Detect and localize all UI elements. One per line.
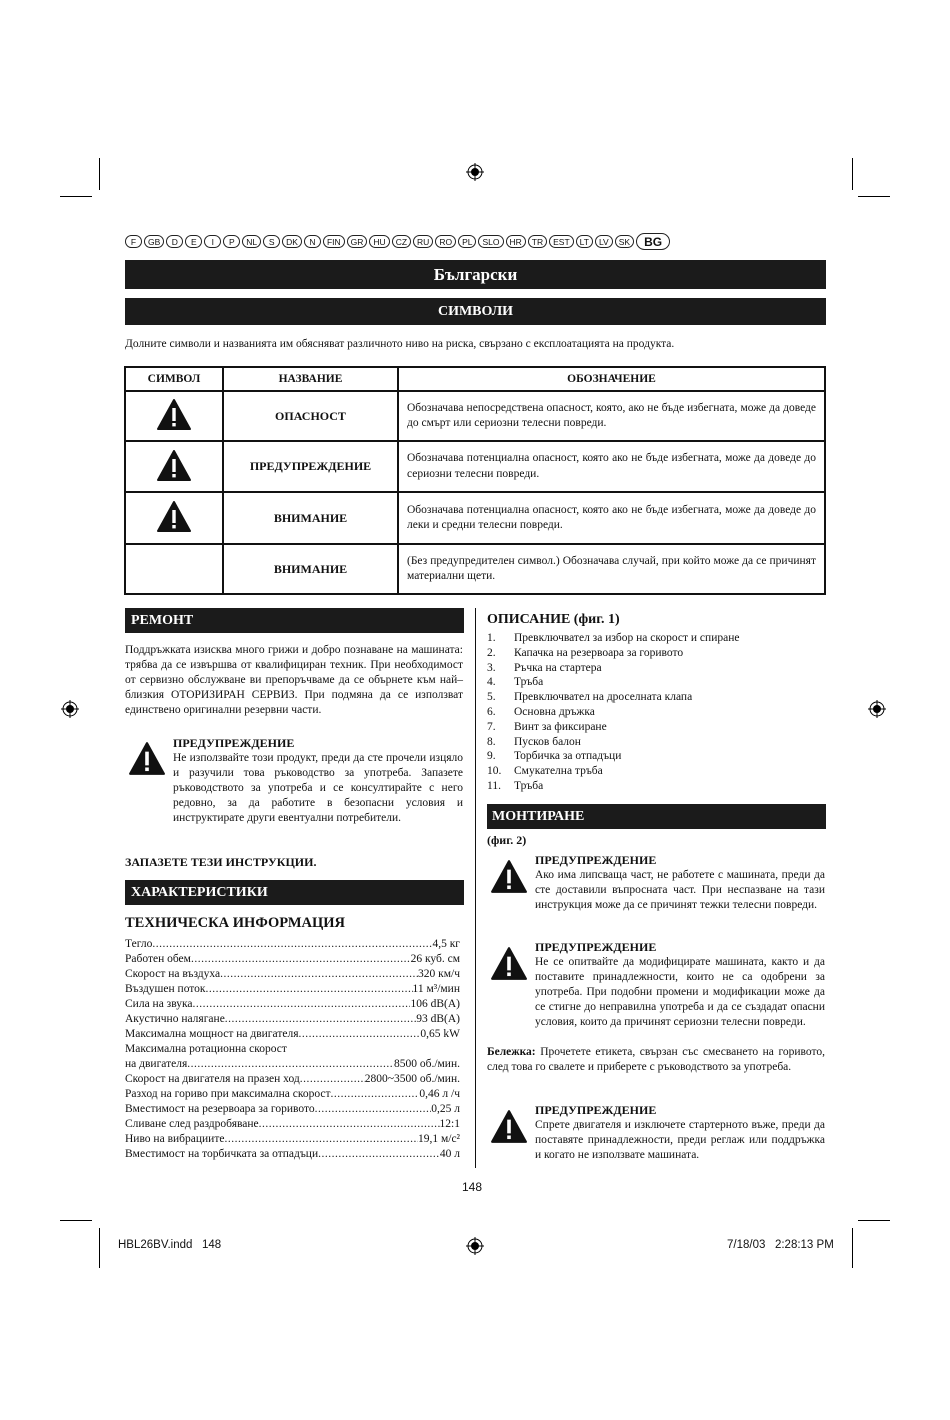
- list-item-number: 11.: [487, 779, 501, 792]
- table-cell: ПРЕДУПРЕЖДЕНИЕ: [223, 441, 398, 492]
- spec-value: 0,65 kW: [420, 1028, 460, 1040]
- description-heading: ОПИСАНИЕ (фиг. 1): [487, 612, 620, 627]
- language-tab-e[interactable]: E: [185, 235, 202, 248]
- list-item: [487, 631, 817, 646]
- repair-heading: РЕМОНТ: [125, 608, 464, 633]
- spec-leader-dots: [152, 937, 432, 952]
- spec-leader-dots: [318, 1147, 440, 1162]
- spec-leader-dots: [225, 1012, 416, 1027]
- list-item-number: 7.: [487, 720, 496, 733]
- table-header: НАЗВАНИЕ: [223, 367, 398, 391]
- warning-title: ПРЕДУПРЕЖДЕНИЕ: [535, 940, 657, 954]
- repair-text: Поддръжката изисква много грижи и добро познаване на машината: трябва да се извършва от квалифициран техник. При необходимост от сервизно обслужване ви препоръчваме да се обърнете към най–близкия ОТОРИЗИРАН СЕРВИЗ. При подмяна да се използват единствено оригинални резервни части.: [125, 644, 463, 716]
- registration-mark-icon: [466, 1237, 484, 1255]
- crop-mark: [60, 196, 92, 197]
- list-item-number: 5.: [487, 691, 496, 704]
- parts-list: [487, 631, 817, 794]
- spec-leader-dots: [206, 982, 413, 997]
- language-tab-dk[interactable]: DK: [282, 235, 302, 248]
- list-item-number: 1.: [487, 632, 496, 644]
- assembly-warning-2-text: [535, 940, 825, 1030]
- warning-triangle-icon: [128, 741, 166, 776]
- table-cell: Обозначава потенциална опасност, която ако не бъде избегната, може да доведе до сериозни телесни повреди.: [398, 441, 825, 492]
- spec-row: [125, 1012, 460, 1027]
- spec-row: [125, 1057, 460, 1072]
- spec-row: [125, 997, 460, 1012]
- spec-value: 12:1: [439, 1118, 460, 1130]
- table-cell: [125, 441, 223, 492]
- spec-value: 40 л: [439, 1148, 460, 1160]
- spec-value: 19,1 м/с²: [417, 1133, 460, 1145]
- warning-title: ПРЕДУПРЕЖДЕНИЕ: [535, 853, 657, 867]
- spec-row: [125, 937, 460, 952]
- symbols-intro: Долните символи и названията им обясняват различното ниво на риска, свързано с експлоатацията на продукта.: [125, 338, 675, 350]
- spec-label: Въздушен поток: [125, 983, 206, 995]
- language-tab-ro[interactable]: RO: [435, 235, 456, 248]
- spec-leader-dots: [331, 1087, 420, 1102]
- warning-body: Спрете двигателя и изключете стартерното въже, преди да поставяте принадлежности, преди реглаж или поддръжка и когато не използвате машината.: [535, 1119, 825, 1161]
- table-row: [125, 441, 825, 492]
- assembly-heading: МОНТИРАНЕ: [487, 804, 826, 829]
- table-row: [125, 544, 825, 594]
- language-tab-gr[interactable]: GR: [347, 235, 368, 248]
- list-item-label: Торбичка за отпадъци: [514, 750, 622, 763]
- warning-body: Ако има липсваща част, не работете с машината, преди да сте доставили въпросната част. При неспазване на тази инструкция може да се причинят тежки телесни повреди.: [535, 869, 825, 911]
- language-tab-lv[interactable]: LV: [595, 235, 613, 248]
- spec-value: 0,25 л: [431, 1103, 460, 1115]
- spec-leader-dots: [299, 1027, 421, 1042]
- repair-warning: [125, 738, 465, 838]
- spec-value: 93 dB(A): [416, 1013, 460, 1025]
- warning-triangle-icon: [156, 449, 192, 482]
- spec-value: 4,5 кг: [432, 938, 460, 950]
- spec-value: 2800~3500 об./мин.: [364, 1073, 460, 1085]
- language-tab-ru[interactable]: RU: [413, 235, 433, 248]
- spec-leader-dots: [315, 1102, 432, 1117]
- language-tab-hu[interactable]: HU: [369, 235, 389, 248]
- spec-row: [125, 952, 460, 967]
- list-item-label: Смукателна тръба: [514, 765, 603, 778]
- table-cell: ВНИМАНИЕ: [223, 544, 398, 594]
- repair-warning-text: [173, 736, 463, 826]
- table-header: ОБОЗНАЧЕНИЕ: [398, 367, 825, 391]
- spec-label: Тегло: [125, 938, 153, 950]
- spec-row: [125, 1147, 460, 1162]
- assembly-warning-1: [487, 855, 827, 935]
- spec-value: 106 dB(A): [410, 998, 460, 1010]
- warning-title: ПРЕДУПРЕЖДЕНИЕ: [535, 1103, 657, 1117]
- symbols-table: [124, 366, 826, 595]
- list-item-number: 2.: [487, 646, 496, 659]
- list-item: [487, 764, 817, 779]
- language-tab-nl[interactable]: NL: [242, 235, 261, 248]
- list-item-number: 10.: [487, 765, 502, 778]
- spec-row: [125, 967, 460, 982]
- warning-title: ПРЕДУПРЕЖДЕНИЕ: [173, 736, 295, 750]
- language-tab-pl[interactable]: PL: [458, 235, 476, 248]
- spec-row: [125, 1132, 460, 1147]
- language-tab-sk[interactable]: SK: [615, 235, 634, 248]
- spec-leader-dots: [187, 1057, 394, 1072]
- list-item-label: Тръба: [514, 676, 544, 689]
- list-item: [487, 646, 817, 661]
- list-item: [487, 661, 817, 676]
- spec-label: Максимална ротационна скорост: [125, 1043, 287, 1055]
- warning-triangle-icon: [490, 859, 528, 894]
- spec-label: Максимална мощност на двигателя: [125, 1028, 299, 1040]
- footer-timestamp: 7/18/03 2:28:13 PM: [727, 1239, 834, 1251]
- spec-value: 8500 об./мин.: [393, 1058, 460, 1070]
- column-divider: [475, 608, 476, 1168]
- page-title: Български: [125, 260, 826, 289]
- list-item: [487, 735, 817, 750]
- table-cell: Обозначава потенциална опасност, която ако не бъде избегната, може да доведе до леки и средни телесни повреди.: [398, 492, 825, 544]
- language-tab-p[interactable]: P: [223, 235, 240, 248]
- spec-value: 11 м³/мин: [412, 983, 460, 995]
- spec-label: на двигателя: [125, 1058, 188, 1070]
- note-text: Прочетете етикета, свързан със смесването на горивото, след това го свалете и приберете с ръководството за употреба.: [487, 1046, 825, 1073]
- list-item: [487, 720, 817, 735]
- language-tab-fin[interactable]: FIN: [323, 235, 345, 248]
- table-cell: (Без предупредителен символ.) Обозначава случай, при който може да се причинят материални щети.: [398, 544, 825, 594]
- save-instructions: ЗАПАЗЕТЕ ТЕЗИ ИНСТРУКЦИИ.: [125, 855, 317, 869]
- crop-mark: [858, 1220, 890, 1221]
- crop-mark: [99, 158, 100, 190]
- spec-label: Скорост на двигателя на празен ход: [125, 1073, 300, 1085]
- spec-row: [125, 1042, 460, 1057]
- spec-label: Скорост на въздуха: [125, 968, 221, 980]
- table-row: [125, 391, 825, 441]
- language-tab-bg[interactable]: BG: [636, 233, 670, 250]
- spec-leader-dots: [300, 1072, 365, 1087]
- spec-value: 26 куб. см: [410, 953, 460, 965]
- warning-triangle-icon: [490, 1109, 528, 1144]
- spec-value: 0,46 л /ч: [419, 1088, 460, 1100]
- spec-label: Разход на гориво при максимална скорост: [125, 1088, 331, 1100]
- list-item-number: 4.: [487, 676, 496, 689]
- spec-label: Вместимост на торбичката за отпадъци: [125, 1148, 319, 1160]
- warning-body: Не използвайте този продукт, преди да сте прочели изцяло и разучили това ръководство за употреба. Запазете ръководството за употреба и се консултирайте с него редовно, за да работите в безопасни условия и инструктирате други евентуални потребители.: [173, 752, 463, 824]
- registration-mark-icon: [868, 700, 886, 718]
- language-tab-cz[interactable]: CZ: [392, 235, 411, 248]
- warning-triangle-icon: [156, 500, 192, 533]
- assembly-warning-3: [487, 1105, 827, 1175]
- assembly-fig: (фиг. 2): [487, 833, 527, 847]
- technical-info-heading: ТЕХНИЧЕСКА ИНФОРМАЦИЯ: [125, 915, 345, 931]
- symbols-heading: СИМВОЛИ: [125, 298, 826, 325]
- language-tab-s[interactable]: S: [263, 235, 280, 248]
- language-tab-gb[interactable]: GB: [144, 235, 164, 248]
- language-tab-n[interactable]: N: [304, 235, 321, 248]
- list-item-number: 3.: [487, 661, 496, 674]
- list-item: [487, 705, 817, 720]
- spec-row: [125, 982, 460, 997]
- crop-mark: [852, 158, 853, 190]
- warning-body: Не се опитвайте да модифицирате машината, както и да поставите принадлежности, които не са одобрени за употреба. При подобни промени и модификации може да се стигне до неправилна употреба и да се създадат опасни условия, които да причинят сериозни телесни повреди.: [535, 956, 825, 1028]
- spec-leader-dots: [193, 997, 411, 1012]
- assembly-note: [487, 1045, 825, 1075]
- footer-file: HBL26BV.indd 148: [118, 1239, 222, 1251]
- assembly-warning-2: [487, 942, 827, 1042]
- list-item-label: Превключвател за избор на скорост и спиране: [514, 632, 740, 644]
- spec-leader-dots: [224, 1132, 418, 1147]
- spec-label: Сливане след раздробяване: [125, 1118, 259, 1130]
- spec-leader-dots: [259, 1117, 440, 1132]
- language-tab-lt[interactable]: LT: [576, 235, 593, 248]
- spec-row: [125, 1072, 460, 1087]
- spec-label: Ниво на вибрациите: [125, 1133, 225, 1145]
- language-tab-hr[interactable]: HR: [506, 235, 526, 248]
- language-tab-d[interactable]: D: [166, 235, 183, 248]
- note-label: Бележка:: [487, 1046, 536, 1058]
- list-item-label: Капачка на резервоара за горивото: [514, 646, 684, 659]
- list-item-label: Основна дръжка: [514, 705, 595, 718]
- page-number: 148: [462, 1180, 483, 1194]
- registration-mark-icon: [61, 700, 79, 718]
- spec-leader-dots: [191, 952, 411, 967]
- table-header: СИМВОЛ: [125, 367, 223, 391]
- list-item-label: Пусков балон: [514, 735, 581, 748]
- characteristics-heading: ХАРАКТЕРИСТИКИ: [125, 880, 464, 905]
- registration-mark-icon: [466, 163, 484, 181]
- list-item-label: Превключвател на дроселната клапа: [514, 691, 693, 704]
- language-tab-f[interactable]: F: [125, 235, 142, 248]
- warning-triangle-icon: [156, 398, 192, 431]
- list-item-number: 9.: [487, 750, 496, 763]
- table-cell: [125, 492, 223, 544]
- spec-value: 320 км/ч: [418, 968, 460, 980]
- spec-row: [125, 1087, 460, 1102]
- list-item-number: 6.: [487, 705, 496, 718]
- assembly-warning-3-text: [535, 1103, 825, 1163]
- spec-row: [125, 1117, 460, 1132]
- list-item: [487, 779, 817, 794]
- list-item-label: Ръчка на стартера: [514, 661, 602, 674]
- table-cell: [125, 544, 223, 594]
- spec-label: Работен обем: [125, 953, 191, 965]
- crop-mark: [852, 1228, 853, 1268]
- language-tab-i[interactable]: I: [204, 235, 221, 248]
- list-item-number: 8.: [487, 735, 496, 748]
- list-item: [487, 749, 817, 764]
- list-item: [487, 675, 817, 690]
- list-item-label: Тръба: [514, 779, 544, 792]
- list-item: [487, 690, 817, 705]
- spec-label: Акустично налягане: [125, 1013, 225, 1025]
- table-cell: ВНИМАНИЕ: [223, 492, 398, 544]
- warning-triangle-icon: [490, 946, 528, 981]
- spec-label: Вместимост на резервоара за горивото: [125, 1103, 315, 1115]
- language-tabs: [125, 233, 827, 250]
- spec-label: Сила на звука: [125, 998, 193, 1010]
- spec-row: [125, 1027, 460, 1042]
- table-cell: ОПАСНОСТ: [223, 391, 398, 441]
- spec-row: [125, 1102, 460, 1117]
- table-row: [125, 492, 825, 544]
- language-tab-slo[interactable]: SLO: [478, 235, 503, 248]
- crop-mark: [99, 1228, 100, 1268]
- table-cell: [125, 391, 223, 441]
- list-item-label: Винт за фиксиране: [514, 720, 607, 733]
- crop-mark: [858, 196, 890, 197]
- specs-list: [125, 937, 460, 1162]
- table-header-row: [125, 367, 825, 391]
- language-tab-tr[interactable]: TR: [528, 235, 547, 248]
- language-tab-est[interactable]: EST: [549, 235, 574, 248]
- crop-mark: [60, 1220, 92, 1221]
- table-cell: Обозначава непосредствена опасност, която, ако не бъде избегната, може да доведе до смърт или сериозни телесни повреди.: [398, 391, 825, 441]
- assembly-warning-1-text: [535, 853, 825, 913]
- spec-leader-dots: [220, 967, 418, 982]
